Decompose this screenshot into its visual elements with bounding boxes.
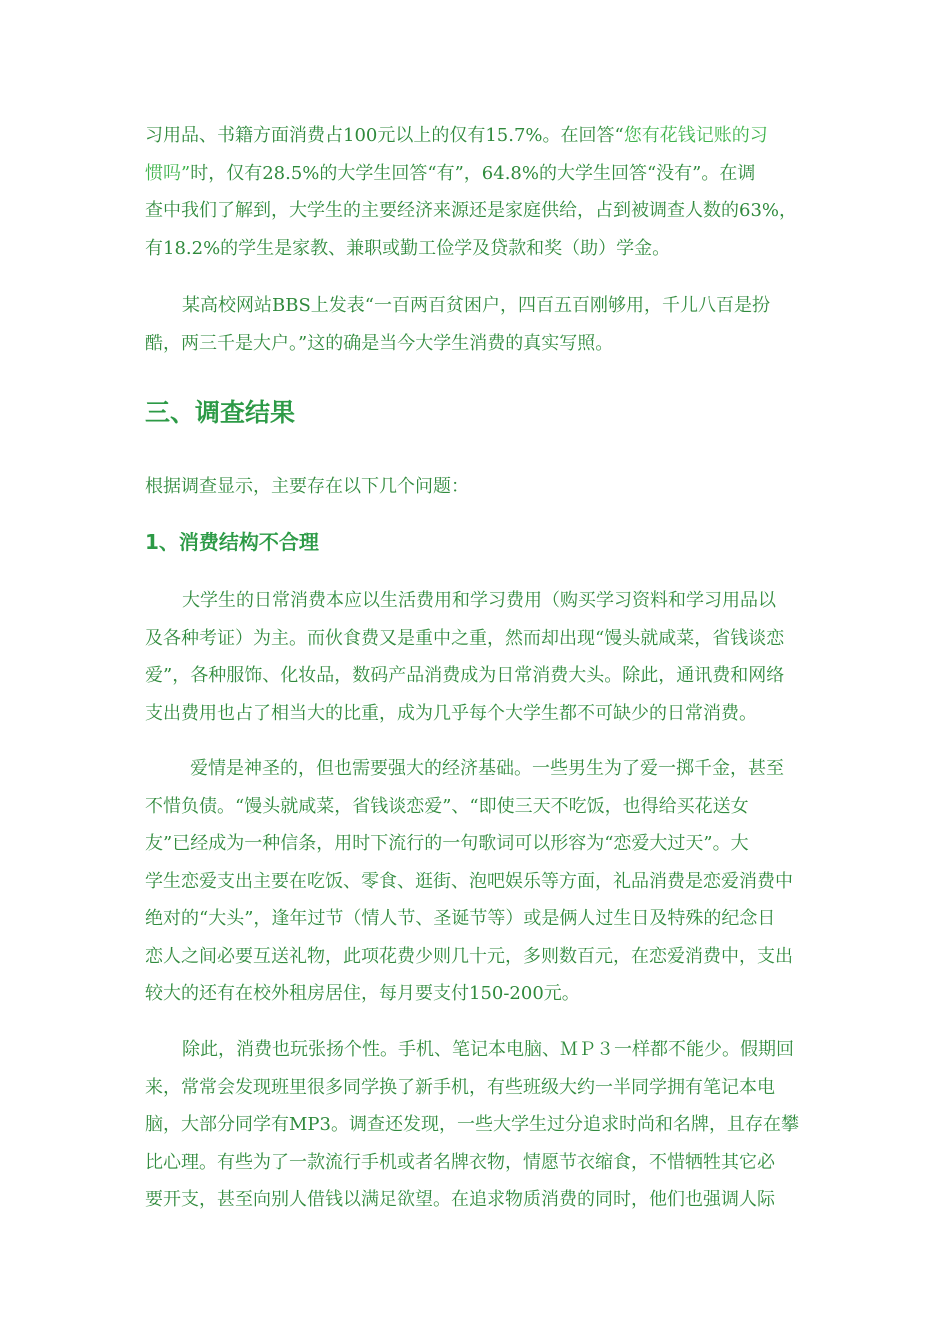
text-line: 友”已经成为一种信条，用时下流行的一句歌词可以形容为“恋爱大过天”。大: [145, 833, 749, 854]
paragraph-expense-stats: [145, 117, 807, 267]
text-line: 比心理。有些为了一款流行手机或者名牌衣物，情愿节衣缩食，不惜牺牲其它必: [145, 1151, 775, 1173]
paragraph-consumption-structure: [145, 582, 807, 732]
text-line: 恋人之间必要互送礼物，此项花费少则几十元，多则数百元，在恋爱消费中，支出: [145, 945, 793, 967]
text-line: 爱”，各种服饰、化妆品，数码产品消费成为日常消费大头。除此，通讯费和网络: [145, 665, 785, 686]
text-line: 酷，两三千是大户。”这的确是当今大学生消费的真实写照。: [145, 332, 614, 354]
text-line: 有18.2%的学生是家教、兼职或勤工俭学及贷款和奖（助）学金。: [145, 237, 671, 259]
paragraph-personality-spending: [145, 1031, 807, 1219]
paragraph-romance-spending: [145, 750, 807, 1013]
text-line: 不惜负债。“馒头就咸菜，省钱谈恋爱”、“即使三天不吃饭，也得给买花送女: [145, 795, 749, 817]
text-line: 及各种考证）为主。而伙食费又是重中之重，然而却出现“馒头就咸菜，省钱谈恋: [145, 627, 785, 649]
text-line: 某高校网站BBS上发表“一百两百贫困户，四百五百刚够用，千儿八百是扮: [182, 295, 770, 316]
text-line: 学生恋爱支出主要在吃饭、零食、逛街、泡吧娱乐等方面，礼品消费是恋爱消费中: [145, 870, 793, 892]
text-line: 来，常常会发现班里很多同学换了新手机，有些班级大约一半同学拥有笔记本电: [145, 1076, 775, 1098]
text-line: 惯吗”时，仅有28.5%的大学生回答“有”，64.8%的大学生回答“没有”。在调: [145, 162, 756, 184]
text-line: 支出费用也占了相当大的比重，成为几乎每个大学生都不可缺少的日常消费。: [145, 702, 757, 724]
text-line: 脑，大部分同学有MP3。调查还发现，一些大学生过分追求时尚和名牌，且存在攀: [145, 1114, 799, 1135]
text-line: 要开支，甚至向别人借钱以满足欲望。在追求物质消费的同时，他们也强调人际: [145, 1189, 775, 1210]
section-title: 三、调查结果: [145, 398, 296, 427]
text-line: 查中我们了解到，大学生的主要经济来源还是家庭供给，占到被调查人数的63%，: [145, 200, 798, 221]
highlighted-question: 您有花钱记账的习: [623, 125, 768, 146]
text-line: 根据调查显示，主要存在以下几个问题：: [145, 476, 469, 497]
paragraph-bbs-quote: [145, 287, 807, 362]
text-line: 大学生的日常消费本应以生活费用和学习费用（购买学习资料和学习用品以: [182, 590, 776, 611]
text-line: 绝对的“大头”，逢年过节（情人节、圣诞节等）或是俩人过生日及特殊的纪念日: [145, 908, 776, 929]
text-line: 除此，消费也玩张扬个性。手机、笔记本电脑、ＭＰ３一样都不能少。假期回: [182, 1039, 794, 1060]
text-line: 习用品、书籍方面消费占100元以上的仅有15.7%。在回答“您有花钱记账的习: [145, 125, 768, 146]
text-line: 爱情是神圣的，但也需要强大的经济基础。一些男生为了爱一掷千金，甚至: [190, 758, 784, 779]
subsection-title: 1、消费结构不合理: [145, 530, 319, 554]
text-line: 较大的还有在校外租房居住，每月要支付150-200元。: [145, 983, 580, 1004]
highlighted-question: 惯吗”: [145, 162, 191, 184]
paragraph-intro: [145, 468, 807, 506]
